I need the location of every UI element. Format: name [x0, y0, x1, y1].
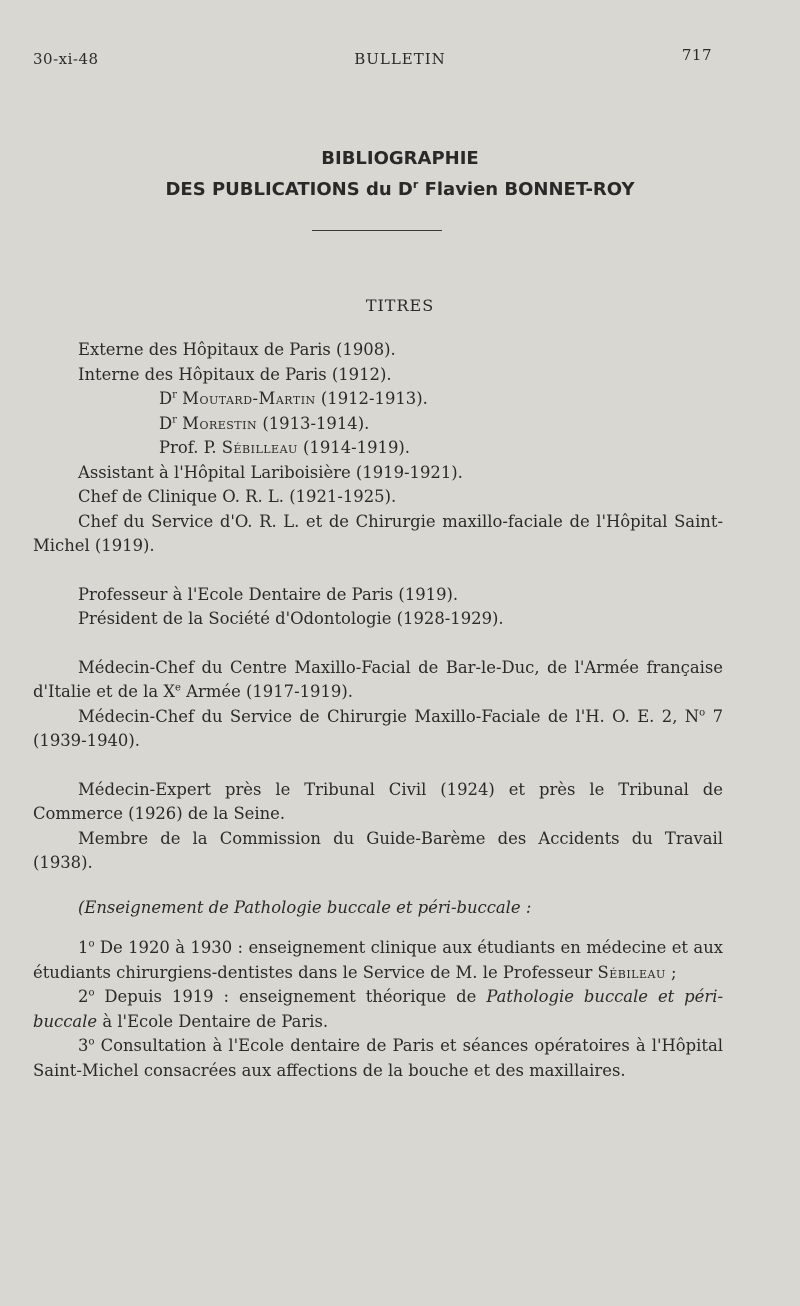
titre-president: Président de la Société d'Odontologie (1928-1929).: [78, 609, 504, 628]
enseignement-item-2: 2$^o$ Depuis 1919 : enseignement théorique de Pathologie buccale et péri-buccale à l'Ecole Dentaire de Paris.: [33, 987, 723, 1031]
titre-sebileau: Prof. P. Sébilleau (1914-1919).: [159, 438, 410, 457]
page-number: 717: [681, 46, 712, 64]
titre-morestin: $D^r$ Morestin (1913-1914).: [159, 413, 370, 433]
enseignement-heading: (Enseignement de Pathologie buccale et péri-buccale :: [78, 897, 532, 917]
running-head: [0, 46, 800, 70]
section-heading: TITRES: [365, 296, 435, 315]
titre-externe: Externe des Hôpitaux de Paris (1908).: [78, 340, 396, 359]
titre-chef-clinique: Chef de Clinique O. R. L. (1921-1925).: [78, 487, 397, 506]
titre-assistant: Assistant à l'Hôpital Lariboisière (1919-1921).: [78, 462, 463, 482]
titre-expert: Médecin-Expert près le Tribunal Civil (1924) et près le Tribunal de Commerce (1926) de la Seine.: [33, 779, 723, 823]
document-body: [33, 338, 723, 1083]
enseignement-item-3: 3$^o$ Consultation à l'Ecole dentaire de Paris et séances opératoires à l'Hôpital Saint-Michel consacrées aux affections de la bouche et des maxillaires.: [33, 1036, 723, 1080]
titre-medecin-chef-1: Médecin-Chef du Centre Maxillo-Facial de Bar-le-Duc, de l'Armée française d'Italie et de la Xe Armée (1917-1919).: [33, 657, 723, 701]
document-title: [0, 143, 800, 205]
title-divider: [312, 230, 442, 231]
title-line-1: BIBLIOGRAPHIE: [321, 148, 479, 169]
titre-moutard: $D^r$ Moutard-Martin (1912-1913).: [159, 389, 428, 408]
titre-interne: Interne des Hôpitaux de Paris (1912).: [78, 364, 392, 384]
titre-medecin-chef-2: Médecin-Chef du Service de Chirurgie Maxillo-Faciale de l'H. O. E. 2, $N^o$ 7 (1939-1940).: [33, 706, 724, 750]
titre-professeur: Professeur à l'Ecole Dentaire de Paris (1919).: [78, 584, 459, 604]
journal-title: BULLETIN: [354, 50, 446, 68]
titre-membre: Membre de la Commission du Guide-Barème des Accidents du Travail (1938).: [33, 828, 723, 872]
titre-chef-service: Chef du Service d'O. R. L. et de Chirurgie maxillo-faciale de l'Hôpital Saint-Michel (1919).: [33, 511, 723, 555]
title-line-2: DES PUBLICATIONS du $D^r$ Flavien BONNET-ROY: [165, 178, 635, 200]
enseignement-item-1: 1$^o$ De 1920 à 1930 : enseignement clinique aux étudiants en médecine et aux étudiants chirurgiens-dentistes dans le Service de M. le Professeur Sébileau ;: [33, 938, 723, 982]
issue-date: 30-xi-48: [33, 50, 99, 68]
